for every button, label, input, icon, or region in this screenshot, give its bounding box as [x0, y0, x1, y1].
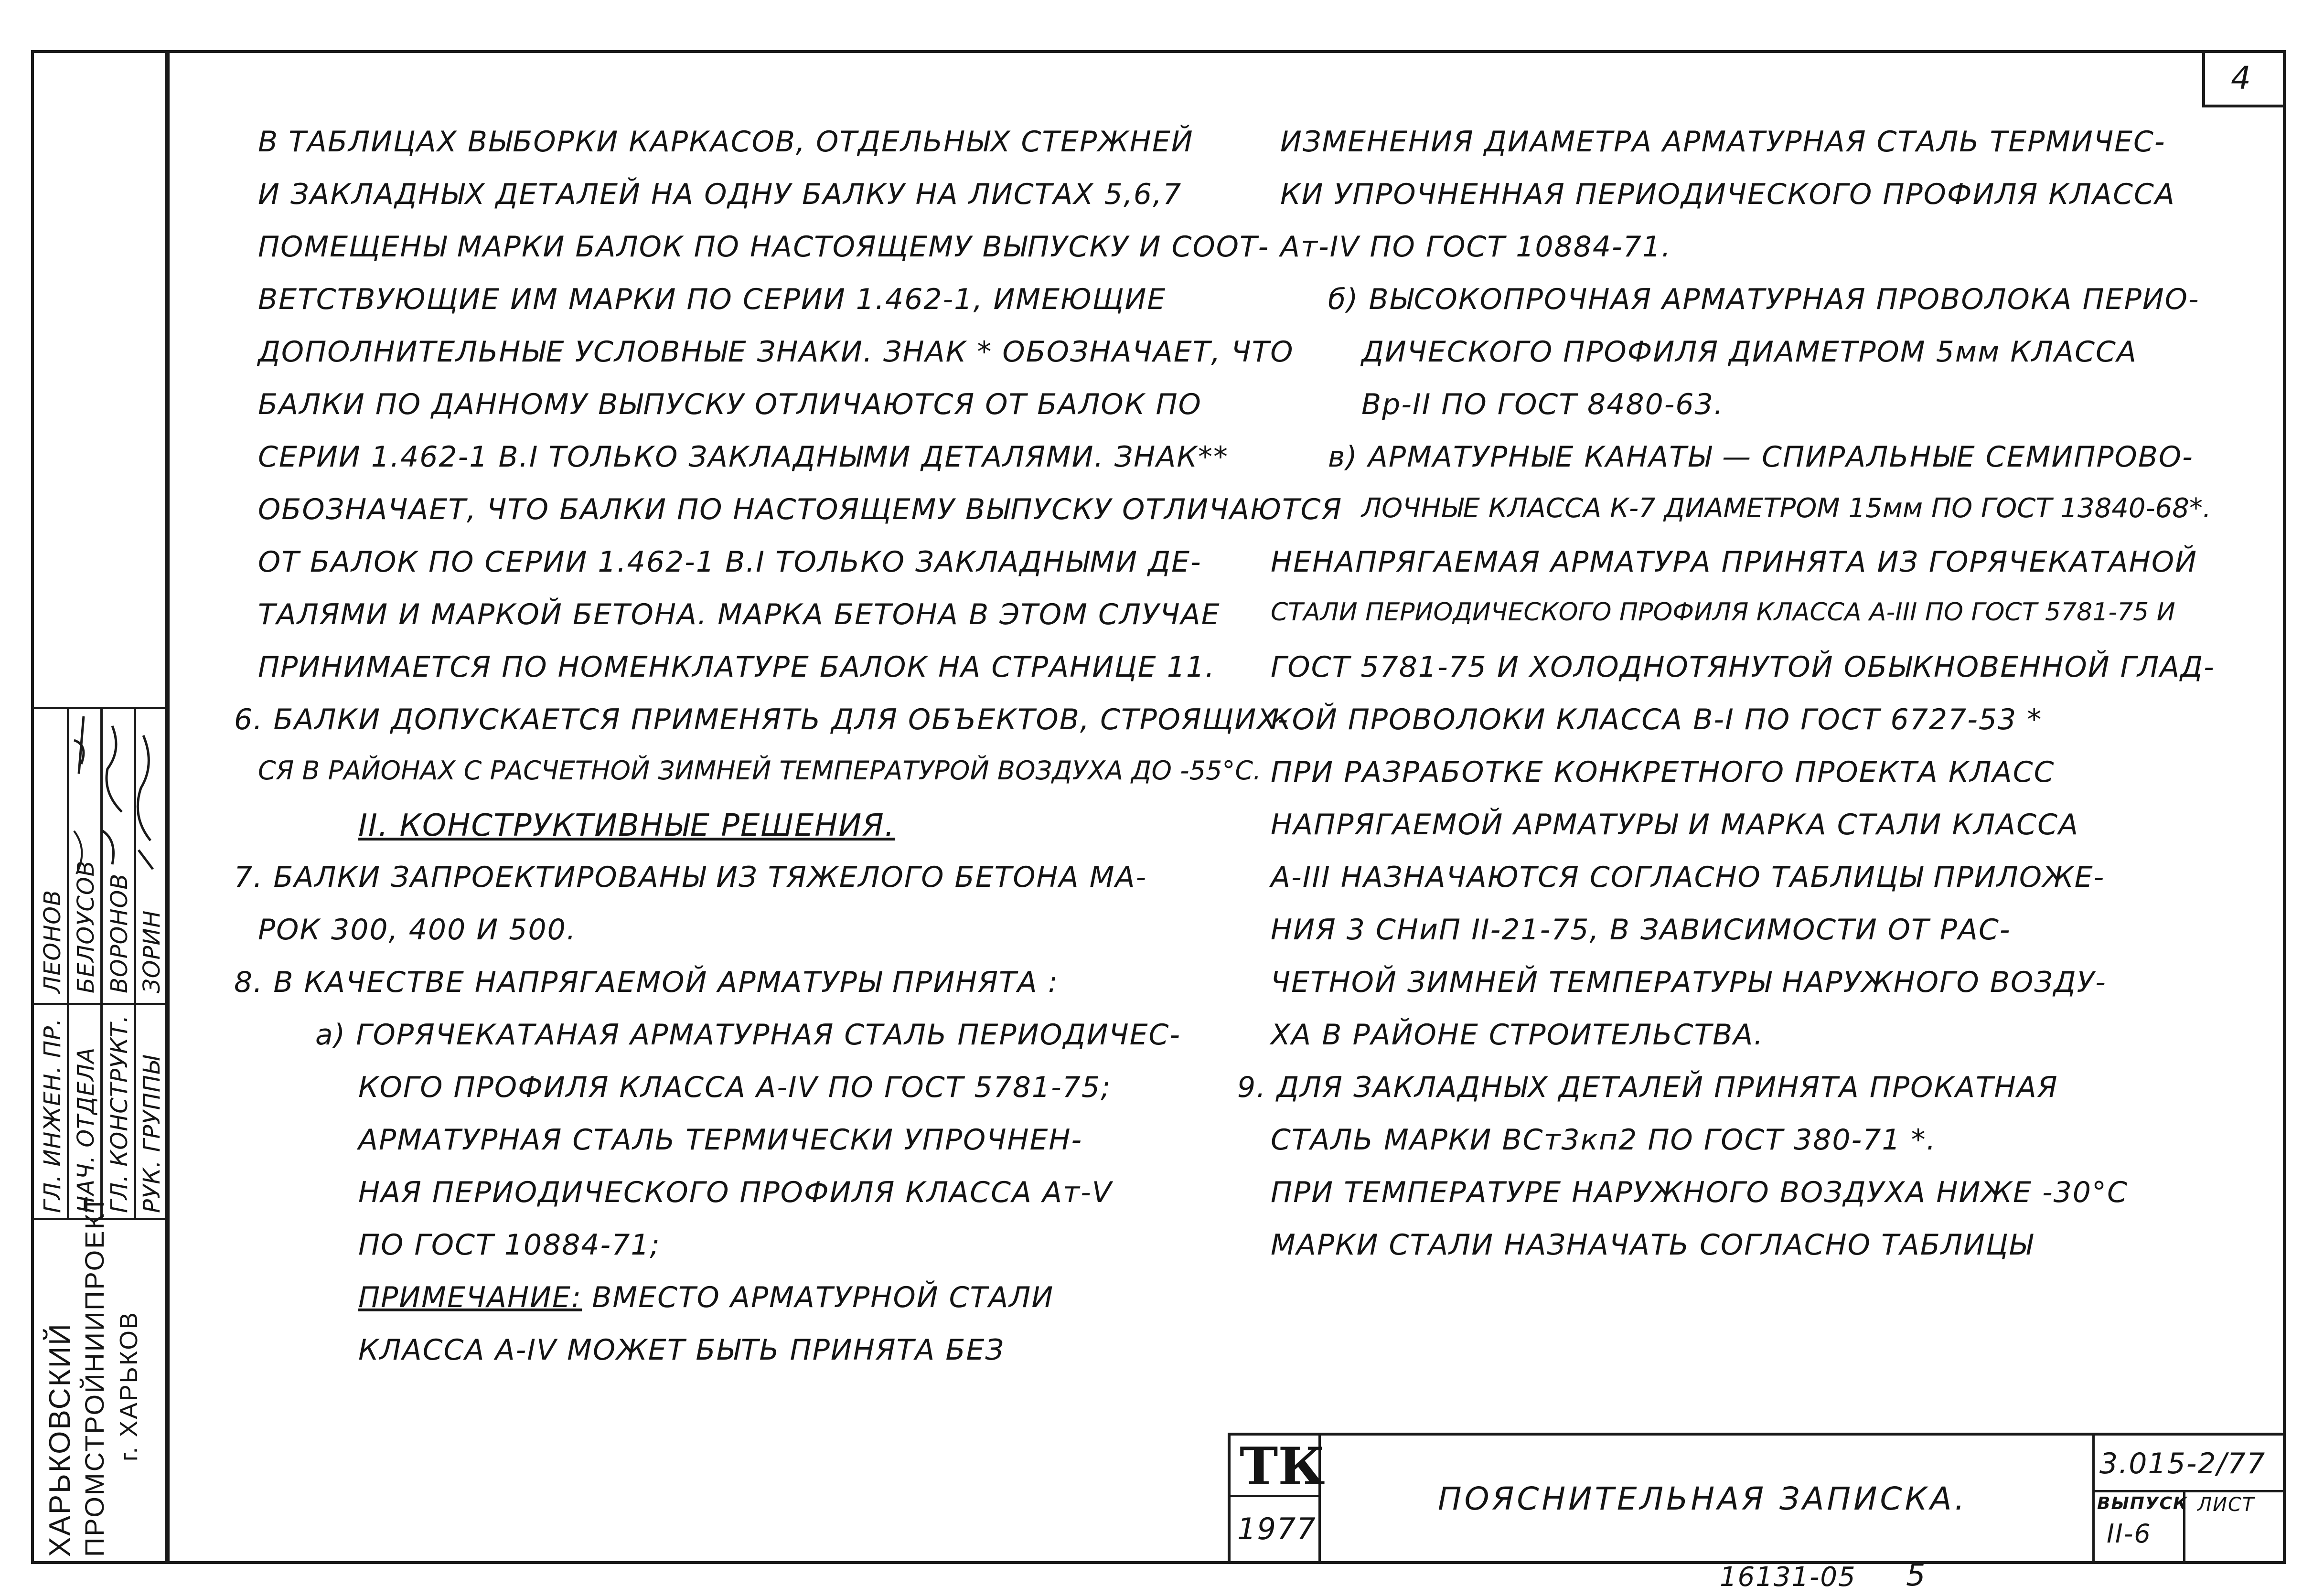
note-label: ПРИМЕЧАНИЕ: [358, 1281, 582, 1314]
title-block-code-rule [2092, 1490, 2286, 1492]
left-line-13: СЯ В РАЙОНАХ С РАСЧЕТНОЙ ЗИМНЕЙ ТЕМПЕРАТУРОЙ ВОЗДУХА ДО -55°С. [258, 755, 1262, 786]
signature-name-2: БЕЛОУСОВ [73, 860, 99, 993]
document-title: ПОЯСНИТЕЛЬНАЯ ЗАПИСКА. [1438, 1480, 1968, 1517]
left-line-15: 7. БАЛКИ ЗАПРОЕКТИРОВАНЫ ИЗ ТЯЖЕЛОГО БЕТОНА МА- [234, 861, 1147, 894]
left-line-10: ТАЛЯМИ И МАРКОЙ БЕТОНА. МАРКА БЕТОНА В ЭТОМ СЛУЧАЕ [258, 598, 1221, 631]
right-line-2: КИ УПРОЧНЕННАЯ ПЕРИОДИЧЕСКОГО ПРОФИЛЯ КЛАССА [1280, 178, 2175, 211]
title-block-right-divider [2092, 1433, 2095, 1564]
left-line-21: НАЯ ПЕРИОДИЧЕСКОГО ПРОФИЛЯ КЛАССА Ат-V [358, 1176, 1113, 1209]
left-line-20: АРМАТУРНАЯ СТАЛЬ ТЕРМИЧЕСКИ УПРОЧНЕН- [358, 1123, 1083, 1157]
right-line-15: А-III НАЗНАЧАЮТСЯ СОГЛАСНО ТАБЛИЦЫ ПРИЛОЖЕ- [1271, 861, 2105, 894]
signature-role-1: ГЛ. ИНЖЕН. ПР. [39, 1018, 66, 1213]
org-city: г. ХАРЬКОВ [115, 1311, 143, 1461]
right-line-18: ХА В РАЙОНЕ СТРОИТЕЛЬСТВА. [1271, 1018, 1764, 1052]
right-line-7: в) АРМАТУРНЫЕ КАНАТЫ — СПИРАЛЬНЫЕ СЕМИПРОВО- [1328, 440, 2194, 474]
right-line-12: КОЙ ПРОВОЛОКИ КЛАССА В-I ПО ГОСТ 6727-53 * [1271, 703, 2043, 736]
signature-role-4: РУК. ГРУППЫ [139, 1055, 165, 1213]
left-line-2: И ЗАКЛАДНЫХ ДЕТАЛЕЙ НА ОДНУ БАЛКУ НА ЛИСТАХ 5,6,7 [258, 178, 1182, 211]
right-line-6: Вр-II ПО ГОСТ 8480-63. [1361, 388, 1724, 421]
right-line-19: 9. ДЛЯ ЗАКЛАДНЫХ ДЕТАЛЕЙ ПРИНЯТА ПРОКАТНАЯ [1237, 1071, 2058, 1104]
right-line-20: СТАЛЬ МАРКИ ВСт3кп2 ПО ГОСТ 380-71 *. [1271, 1123, 1937, 1157]
sheet-label: ЛИСТ [2197, 1494, 2255, 1516]
org-name: ХАРЬКОВСКИЙ [43, 1322, 76, 1557]
right-line-17: ЧЕТНОЙ ЗИМНЕЙ ТЕМПЕРАТУРЫ НАРУЖНОГО ВОЗДУ- [1271, 966, 2107, 999]
right-line-10: СТАЛИ ПЕРИОДИЧЕСКОГО ПРОФИЛЯ КЛАССА А-III ПО ГОСТ 5781-75 И [1271, 598, 2175, 627]
signatures-scribbles [31, 707, 170, 1003]
left-line-16: РОК 300, 400 И 500. [258, 913, 577, 947]
left-line-9: ОТ БАЛОК ПО СЕРИИ 1.462-1 В.I ТОЛЬКО ЗАКЛАДНЫМИ ДЕ- [258, 545, 1202, 579]
right-line-5: ДИЧЕСКОГО ПРОФИЛЯ ДИАМЕТРОМ 5мм КЛАССА [1361, 335, 2137, 369]
left-line-17: 8. В КАЧЕСТВЕ НАПРЯГАЕМОЙ АРМАТУРЫ ПРИНЯТА : [234, 966, 1059, 999]
left-line-22: ПО ГОСТ 10884-71; [358, 1228, 661, 1262]
title-year: 1977 [1237, 1511, 1317, 1546]
section-heading: II. КОНСТРУКТИВНЫЕ РЕШЕНИЯ. [358, 808, 896, 843]
right-line-4: б) ВЫСОКОПРОЧНАЯ АРМАТУРНАЯ ПРОВОЛОКА ПЕРИО- [1328, 283, 2200, 316]
document-code: 3.015-2/77 [2099, 1447, 2266, 1480]
right-line-21: ПРИ ТЕМПЕРАТУРЕ НАРУЖНОГО ВОЗДУХА НИЖЕ -30°С [1271, 1176, 2128, 1209]
left-line-18: а) ГОРЯЧЕКАТАНАЯ АРМАТУРНАЯ СТАЛЬ ПЕРИОДИЧЕС- [315, 1018, 1181, 1052]
issue-label: ВЫПУСК [2097, 1494, 2188, 1513]
right-line-9: НЕНАПРЯГАЕМАЯ АРМАТУРА ПРИНЯТА ИЗ ГОРЯЧЕКАТАНОЙ [1271, 545, 2197, 579]
signature-role-3: ГЛ. КОНСТРУКТ. [106, 1015, 133, 1213]
sidebar-row-rule-1 [31, 1003, 170, 1005]
left-line-19: КОГО ПРОФИЛЯ КЛАССА А-IV ПО ГОСТ 5781-75; [358, 1071, 1112, 1104]
page-number: 4 [2231, 60, 2252, 96]
issue-value: II-6 [2107, 1519, 2152, 1549]
archive-number: 16131-05 [1720, 1562, 1856, 1593]
signature-name-3: ВОРОНОВ [106, 873, 133, 993]
right-line-13: ПРИ РАЗРАБОТКЕ КОНКРЕТНОГО ПРОЕКТА КЛАСС [1271, 755, 2055, 789]
signature-name-4: ЗОРИН [139, 910, 165, 993]
right-line-16: НИЯ 3 СНиП II-21-75, В ЗАВИСИМОСТИ ОТ РАС- [1271, 913, 2011, 947]
right-line-22: МАРКИ СТАЛИ НАЗНАЧАТЬ СОГЛАСНО ТАБЛИЦЫ [1271, 1228, 2034, 1262]
right-line-8: ЛОЧНЫЕ КЛАССА К-7 ДИАМЕТРОМ 15мм ПО ГОСТ 13840-68*. [1361, 493, 2211, 524]
signature-name-1: ЛЕОНОВ [39, 889, 66, 993]
org-institute: ПРОМСТРОЙНИИПРОЕКТ [79, 1194, 109, 1557]
right-line-3: Ат-IV ПО ГОСТ 10884-71. [1280, 230, 1672, 264]
right-line-1: ИЗМЕНЕНИЯ ДИАМЕТРА АРМАТУРНАЯ СТАЛЬ ТЕРМИЧЕС- [1280, 125, 2166, 159]
left-line-4: ВЕТСТВУЮЩИЕ ИМ МАРКИ ПО СЕРИИ 1.462-1, ИМЕЮЩИЕ [258, 283, 1167, 316]
left-line-23 [358, 1281, 1054, 1314]
left-line-5: ДОПОЛНИТЕЛЬНЫЕ УСЛОВНЫЕ ЗНАКИ. ЗНАК * ОБОЗНАЧАЕТ, ЧТО [258, 335, 1294, 369]
signature-role-2: НАЧ. ОТДЕЛА [73, 1047, 99, 1213]
left-line-11: ПРИНИМАЕТСЯ ПО НОМЕНКЛАТУРЕ БАЛОК НА СТРАНИЦЕ 11. [258, 650, 1216, 684]
right-line-14: НАПРЯГАЕМОЙ АРМАТУРЫ И МАРКА СТАЛИ КЛАССА [1271, 808, 2079, 841]
footer-page: 5 [1906, 1558, 1927, 1593]
right-line-11: ГОСТ 5781-75 И ХОЛОДНОТЯНУТОЙ ОБЫКНОВЕННОЙ ГЛАД- [1271, 650, 2215, 684]
note-text: ВМЕСТО АРМАТУРНОЙ СТАЛИ [582, 1281, 1054, 1314]
left-line-12: 6. БАЛКИ ДОПУСКАЕТСЯ ПРИМЕНЯТЬ ДЛЯ ОБЪЕКТОВ, СТРОЯЩИХ- [234, 703, 1289, 736]
left-line-7: СЕРИИ 1.462-1 В.I ТОЛЬКО ЗАКЛАДНЫМИ ДЕТАЛЯМИ. ЗНАК** [258, 440, 1229, 474]
tk-mark: ТК [1240, 1436, 1325, 1497]
left-line-8: ОБОЗНАЧАЕТ, ЧТО БАЛКИ ПО НАСТОЯЩЕМУ ВЫПУСКУ ОТЛИЧАЮТСЯ [258, 493, 1343, 526]
left-line-6: БАЛКИ ПО ДАННОМУ ВЫПУСКУ ОТЛИЧАЮТСЯ ОТ БАЛОК ПО [258, 388, 1202, 421]
left-line-1: В ТАБЛИЦАХ ВЫБОРКИ КАРКАСОВ, ОТДЕЛЬНЫХ СТЕРЖНЕЙ [258, 125, 1194, 159]
left-line-24: КЛАССА А-IV МОЖЕТ БЫТЬ ПРИНЯТА БЕЗ [358, 1333, 1005, 1367]
left-line-3: ПОМЕЩЕНЫ МАРКИ БАЛОК ПО НАСТОЯЩЕМУ ВЫПУСКУ И СООТ- [258, 230, 1270, 264]
